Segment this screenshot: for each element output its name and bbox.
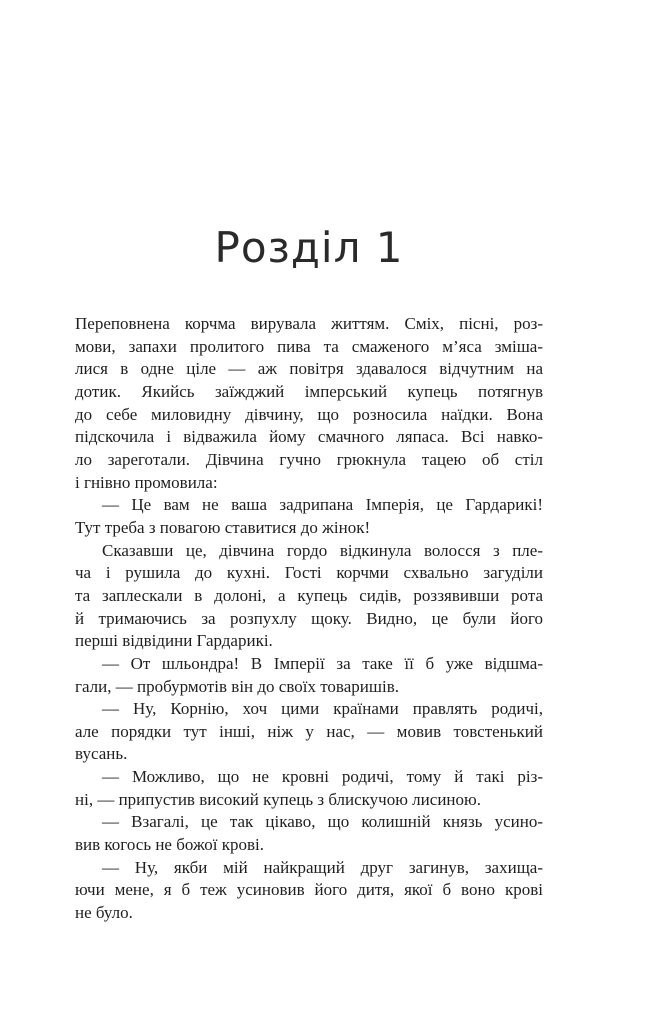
- text-line: — Це вам не ваша задрипана Імперія, це Гардарикі!: [102, 495, 543, 515]
- text-line: — Взагалі, це так цікаво, що колишній князь усино-: [102, 812, 543, 832]
- text-line: дотик. Якийсь заїжджий імперський купець потягнув: [75, 381, 543, 401]
- text-line: і гнівно промовила:: [75, 472, 218, 492]
- text-line: ні, — припустив високий купець з блискучою лисиною.: [75, 789, 481, 809]
- paragraph: [75, 698, 543, 766]
- chapter-title: Розділ 1: [214, 223, 404, 272]
- text-line: ючи мене, я б теж усиновив його дитя, якої б воно крові: [75, 880, 543, 900]
- text-line: — Ну, якби мій найкращий друг загинув, захища-: [102, 857, 543, 877]
- text-line: — Ну, Корнію, хоч цими країнами правлять родичі,: [102, 699, 543, 719]
- paragraph: [75, 494, 543, 539]
- text-line: гали, — пробурмотів він до своїх товаришів.: [75, 676, 399, 696]
- text-line: підскочила і відважила йому смачного ляпаса. Всі навко-: [75, 427, 543, 447]
- text-line: Тут треба з повагою ставитися до жінок!: [75, 517, 371, 537]
- text-line: вусань.: [75, 744, 128, 764]
- text-line: мови, запахи пролитого пива та смаженого м’яса зміша-: [75, 336, 543, 356]
- paragraph: [75, 857, 543, 925]
- text-line: не було.: [75, 903, 133, 923]
- text-line: й тримаючись за розпухлу щоку. Видно, це були його: [75, 608, 543, 628]
- text-line: але порядки тут інші, ніж у нас, — мовив товстенький: [75, 721, 543, 741]
- text-line: та заплескали в долоні, а купець сидів, роззявивши рота: [75, 585, 543, 605]
- text-line: Переповнена корчма вирувала життям. Сміх, пісні, роз-: [75, 314, 543, 333]
- text-line: — Можливо, що не кровні родичі, тому й такі різ-: [102, 767, 543, 787]
- body-text: [75, 313, 543, 925]
- paragraph: [75, 811, 543, 856]
- text-line: ча і рушила до кухні. Гості корчми схвально загуділи: [75, 563, 543, 583]
- text-line: вив когось не божої крові.: [75, 835, 264, 855]
- paragraph: [75, 540, 543, 653]
- text-line: перші відвідини Гардарикі.: [75, 631, 273, 651]
- text-line: — От шльондра! В Імперії за таке її б уже відшма-: [102, 653, 543, 673]
- text-line: ло зареготали. Дівчина гучно грюкнула тацею об стіл: [75, 449, 543, 469]
- text-line: лися в одне ціле — аж повітря здавалося відчутним на: [75, 359, 543, 379]
- paragraph: [75, 653, 543, 698]
- paragraph: [75, 766, 543, 811]
- text-line: до себе миловидну дівчину, що розносила наїдки. Вона: [75, 404, 543, 424]
- paragraph: [75, 313, 543, 494]
- text-line: Сказавши це, дівчина гордо відкинула волосся з пле-: [102, 540, 543, 560]
